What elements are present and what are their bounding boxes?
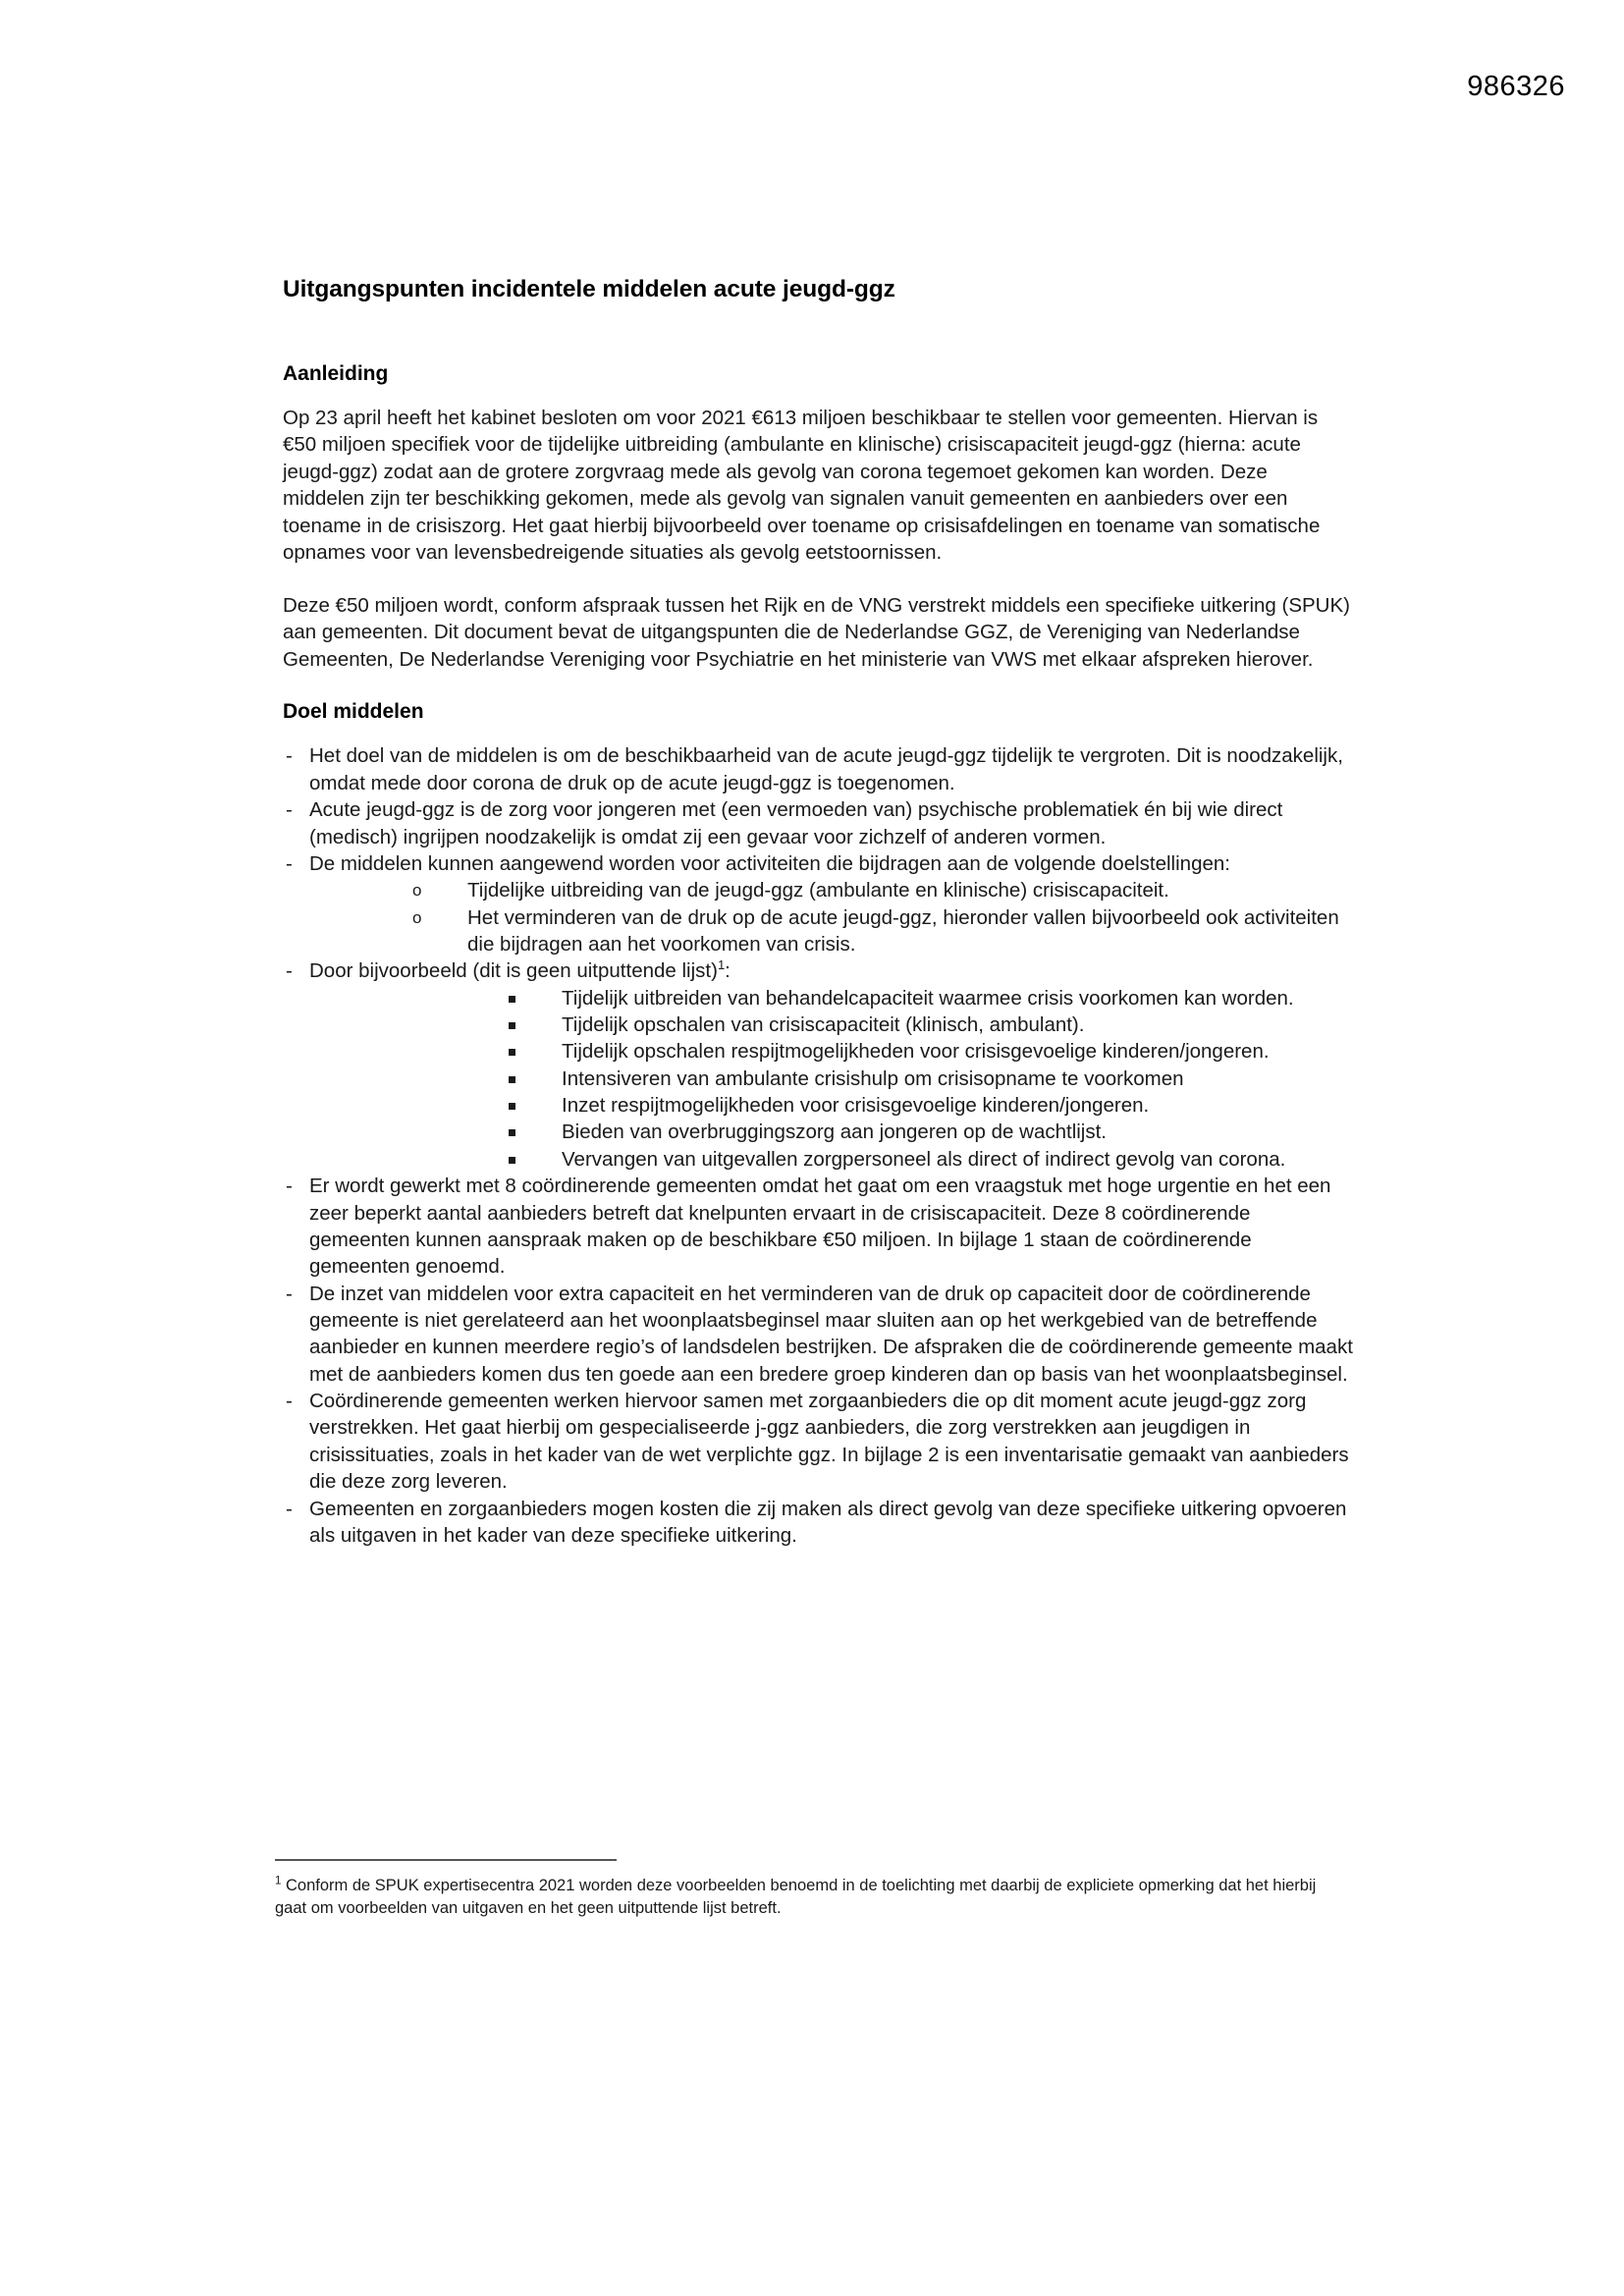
list-item [283, 742, 1353, 796]
list-item-suffix: : [725, 959, 731, 983]
list-item-text: Tijdelijk opschalen van crisiscapaciteit (klinisch, ambulant). [562, 1013, 1085, 1037]
list-item [507, 1038, 1353, 1065]
footnote-reference[interactable]: 1 [717, 957, 726, 973]
dash-bullet-icon: - [286, 744, 293, 768]
list-item [283, 850, 1353, 877]
list-item-text: Intensiveren van ambulante crisishulp om crisisopname te voorkomen [562, 1066, 1184, 1090]
doelstellingen-sublist [283, 877, 1353, 957]
list-item [283, 1496, 1353, 1550]
list-item [507, 1146, 1353, 1173]
list-item-text: Het doel van de middelen is om de beschikbaarheid van de acute jeugd-ggz tijdelijk te vergroten. Dit is noodzakelijk, omdat mede door corona de druk op de acute jeugd-ggz is toegenomen. [309, 744, 1343, 794]
dash-bullet-icon: - [286, 851, 293, 875]
page-title: Uitgangspunten incidentele middelen acute jeugd-ggz [283, 276, 895, 302]
list-item [283, 796, 1353, 850]
page-number: 986326 [1467, 71, 1565, 102]
list-item [412, 877, 1353, 903]
list-item [283, 1281, 1353, 1388]
list-item [412, 904, 1353, 958]
section-heading-doel-middelen: Doel middelen [283, 700, 424, 724]
paragraph: Op 23 april heeft het kabinet besloten om voor 2021 €613 miljoen beschikbaar te stellen voor gemeenten. Hiervan is €50 miljoen specifiek voor de tijdelijke uitbreiding (ambulante en klinische) crisiscapaciteit jeugd-ggz (hierna: acute jeugd-ggz) zodat aan de grotere zorgvraag mede als gevolg van corona tegemoet gekomen kan worden. Deze middelen zijn ter beschikking gekomen, mede als gevolg van signalen vanuit gemeenten en aanbieders over een toename in de crisiszorg. Het gaat hierbij bijvoorbeeld over toename op crisisafdelingen en toename van somatische opnames voor van levensbedreigende situaties als gevolg eetstoornissen. [283, 406, 1321, 565]
dash-bullet-icon: - [286, 1175, 293, 1198]
list-item [507, 1011, 1353, 1038]
footnote [275, 1875, 1345, 1920]
square-bullet-icon [509, 1103, 515, 1110]
paragraph: Deze €50 miljoen wordt, conform afspraak tussen het Rijk en de VNG verstrekt middels een specifieke uitkering (SPUK) aan gemeenten. Dit document bevat de uitgangspunten die de Nederlandse GGZ, de Vereniging van Nederlandse Gemeenten, De Nederlandse Vereniging voor Psychiatrie en het ministerie van VWS met elkaar afspreken hierover. [283, 593, 1350, 671]
footnote-text: Conform de SPUK expertisecentra 2021 worden deze voorbeelden benoemd in de toelichting met daarbij de expliciete opmerking dat het hierbij gaat om voorbeelden van uitgaven en het geen uitputtende lijst betreft. [275, 1877, 1317, 1917]
list-item-text: Gemeenten en zorgaanbieders mogen kosten die zij maken als direct gevolg van deze specifieke uitkering opvoeren als uitgaven in het kader van deze specifieke uitkering. [309, 1497, 1347, 1547]
footnote-marker: 1 [275, 1875, 282, 1887]
list-item-text: Acute jeugd-ggz is de zorg voor jongeren met (een vermoeden van) psychische problematiek én bij wie direct (medisch) ingrijpen noodzakelijk is omdat zij een gevaar voor zichzelf of anderen vormen. [309, 798, 1283, 848]
list-item-text [309, 957, 1353, 984]
square-bullet-icon [509, 1129, 515, 1136]
dash-bullet-icon: - [286, 1282, 293, 1305]
list-item-text: De middelen kunnen aangewend worden voor activiteiten die bijdragen aan de volgende doelstellingen: [309, 851, 1230, 875]
list-item [283, 1173, 1353, 1280]
list-item-text: Tijdelijke uitbreiding van de jeugd-ggz (ambulante en klinische) crisiscapaciteit. [467, 879, 1169, 902]
dash-bullet-icon: - [286, 1390, 293, 1413]
list-item-text: De inzet van middelen voor extra capaciteit en het verminderen van de druk op capaciteit door de coördinerende gemeente is niet gerelateerd aan het woonplaatsbeginsel maar sluiten aan op het werkgebied van de betreffende aanbieder en kunnen meerdere regio’s of landsdelen bestrijken. De afspraken die de coördinerende gemeente maakt met de aanbieders komen dus ten goede aan een bredere groep kinderen dan op basis van het woonplaatsbeginsel. [309, 1282, 1353, 1386]
doel-middelen-list-cont [283, 957, 1353, 984]
list-item [507, 1119, 1353, 1145]
list-item [507, 1066, 1353, 1092]
list-item [507, 985, 1353, 1011]
square-bullet-icon [509, 1076, 515, 1083]
square-bullet-icon [509, 1022, 515, 1029]
doel-middelen-list [283, 742, 1353, 877]
square-bullet-icon [509, 1049, 515, 1056]
section-heading-aanleiding: Aanleiding [283, 361, 389, 385]
dash-bullet-icon: - [286, 798, 293, 822]
circle-bullet-icon: o [412, 881, 422, 901]
dash-bullet-icon: - [286, 959, 293, 983]
list-item-text: Bieden van overbruggingszorg aan jongeren op de wachtlijst. [562, 1121, 1108, 1144]
list-item-text: Tijdelijk opschalen respijtmogelijkheden voor crisisgevoelige kinderen/jongeren. [562, 1040, 1270, 1064]
list-item-text: Inzet respijtmogelijkheden voor crisisgevoelige kinderen/jongeren. [562, 1094, 1150, 1118]
list-item [283, 1388, 1353, 1495]
list-item-text: Coördinerende gemeenten werken hiervoor samen met zorgaanbieders die op dit moment acute jeugd-ggz zorg verstrekken. Het gaat hierbij om gespecialiseerde j-ggz aanbieders, die zorg verstrekken aan jeugdigen in crisissituaties, zoals in het kader van de wet verplichte ggz. In bijlage 2 is een inventarisatie gemaakt van aanbieders die deze zorg leveren. [309, 1390, 1349, 1494]
doel-middelen-list-tail [283, 1173, 1353, 1549]
voorbeelden-sublist [283, 985, 1353, 1174]
square-bullet-icon [509, 1157, 515, 1164]
square-bullet-icon [509, 996, 515, 1003]
dash-bullet-icon: - [286, 1497, 293, 1520]
footnote-area [275, 1859, 1345, 1920]
list-item-text: Er wordt gewerkt met 8 coördinerende gemeenten omdat het gaat om een vraagstuk met hoge urgentie en het een zeer beperkt aantal aanbieders betreft dat knelpunten ervaart in de crisiscapaciteit. Deze 8 coördinerende gemeenten kunnen aanspraak maken op de beschikbare €50 miljoen. In bijlage 1 staan de coördinerende gemeenten genoemd. [309, 1175, 1331, 1279]
list-item-text: Tijdelijk uitbreiden van behandelcapaciteit waarmee crisis voorkomen kan worden. [562, 986, 1294, 1010]
footnote-separator [275, 1859, 617, 1861]
circle-bullet-icon: o [412, 907, 422, 927]
list-item-label: Door bijvoorbeeld (dit is geen uitputtende lijst) [309, 959, 718, 983]
list-item-text: Vervangen van uitgevallen zorgpersoneel als direct of indirect gevolg van corona. [562, 1147, 1286, 1171]
document-body [283, 275, 1353, 1549]
list-item [283, 957, 1353, 984]
list-item-text: Het verminderen van de druk op de acute jeugd-ggz, hieronder vallen bijvoorbeeld ook activiteiten die bijdragen aan het voorkomen van crisis. [467, 905, 1339, 956]
list-item [507, 1092, 1353, 1119]
